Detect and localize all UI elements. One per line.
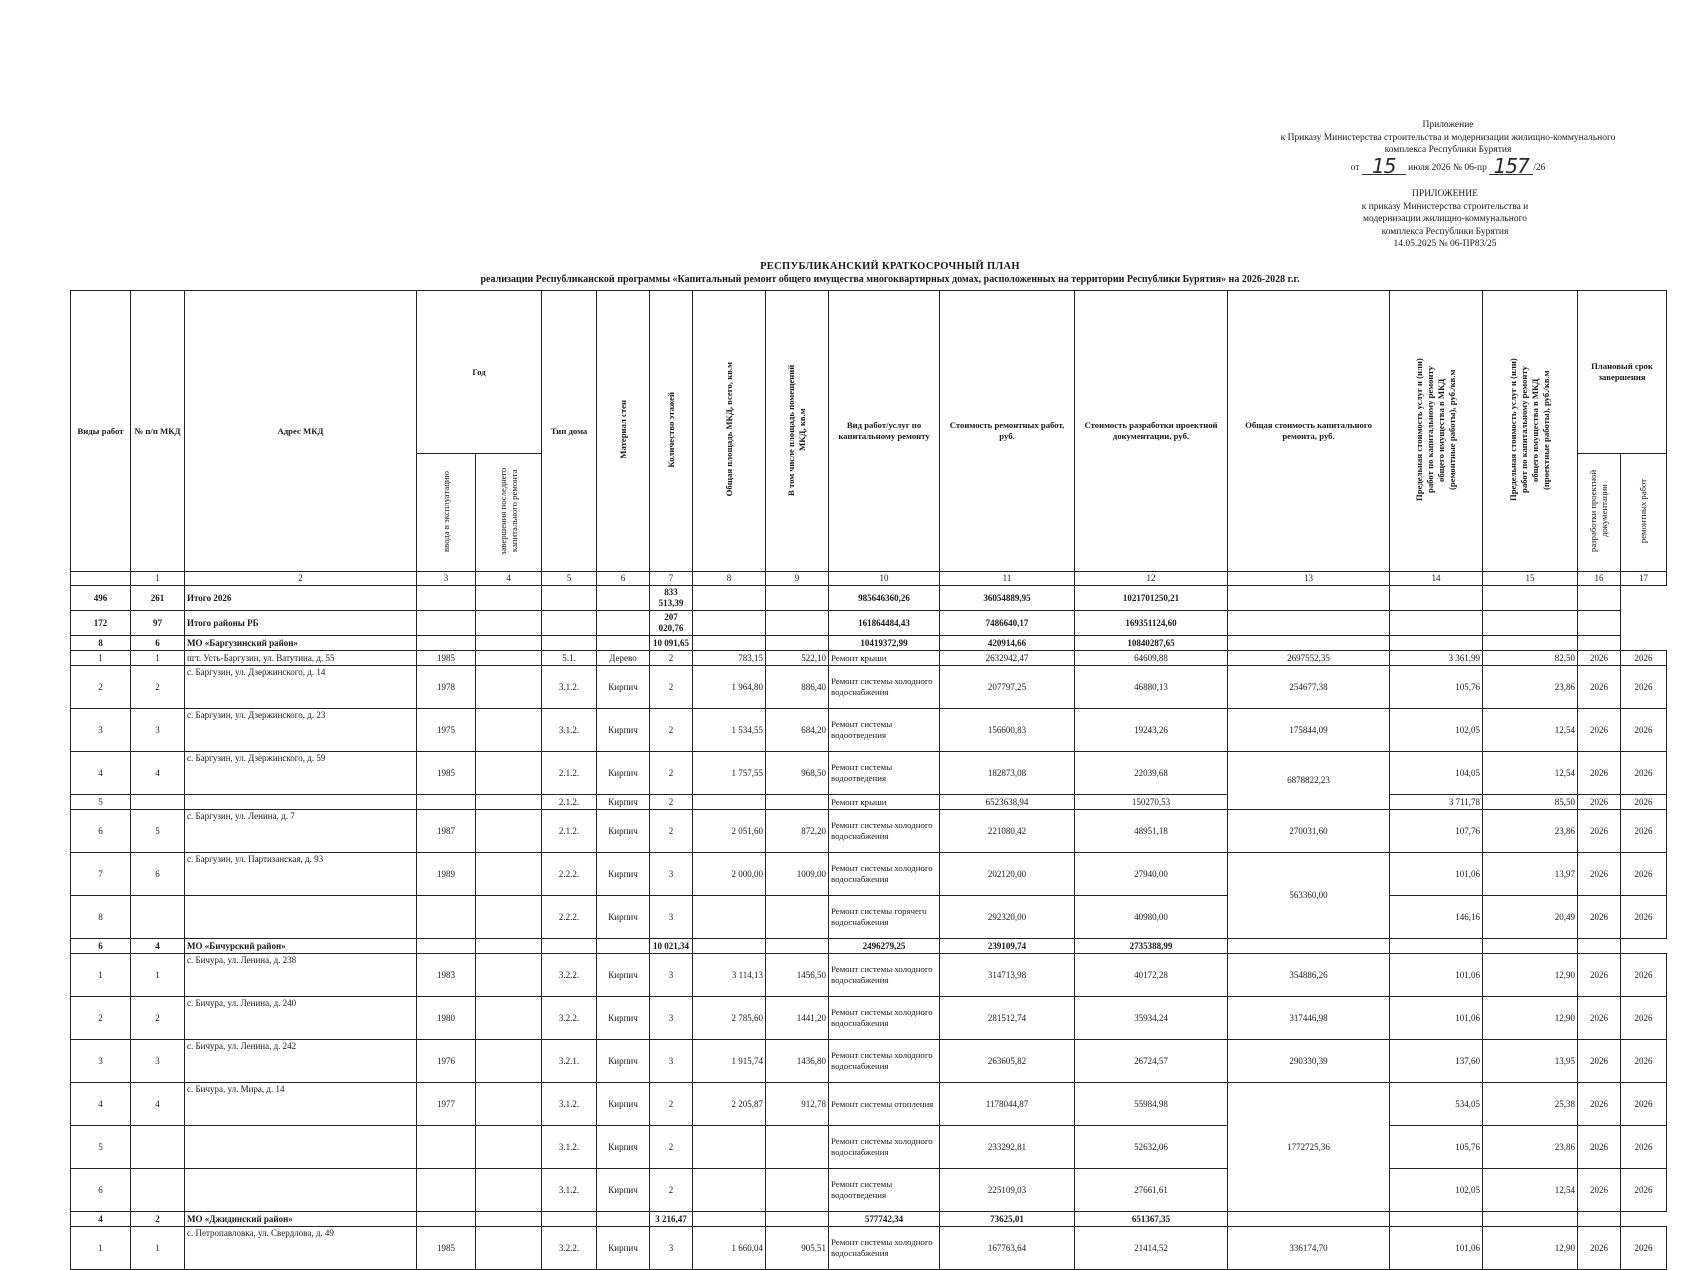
col-deadline-design: разработки проектной документации — [1578, 454, 1621, 572]
handwritten-number: 157 — [1493, 153, 1529, 178]
col-year-last-repair: завершения последнего капитального ремонта — [476, 454, 542, 572]
summary-row: 172 97 Итого районы РБ 207 020,76 161864484,43 7486640,17 169351124,60 — [71, 611, 1667, 636]
col-vid-rabot: Виды работ — [71, 291, 131, 572]
appendix-line2: комплекса Республики Бурятия — [1384, 145, 1512, 155]
table-row: 1 1 с. Бичура, ул. Ленина, д. 238 1983 3.2.2. Кирпич 3 3 114,13 1456,50 Ремонт системы холодного водоснабжения 314713,98 40172,28 354886,26 101,06 12,90 2026 2026 — [71, 954, 1667, 997]
col-limit-design: Предельная стоимость услуг и (или) работ по капитальному ремонту общего имущества в МКД (проектные работы), руб./кв.м — [1483, 291, 1578, 572]
table-row: 7 6 с. Баргузин, ул. Партизанская, д. 93 1989 2.2.2. Кирпич 3 2 000,00 1009,00 Ремонт системы холодного водоснабжения 202120,00 27940,00 563360,00 101,06 13,97 2026 2026 — [71, 853, 1667, 896]
appendix-date-line: от 15 июля 2026 № 06-пр 157 /26 — [1350, 153, 1546, 178]
col-premises-area: В том числе площадь помещений МКД, кв.м — [766, 291, 829, 572]
col-total-area: Общая площадь МКД, всего, кв.м — [693, 291, 766, 572]
table-row: 8 2.2.2. Кирпич 3 Ремонт системы горячего водоснабжения 292320,00 40980,00 146,16 20,49 2026 2026 — [71, 896, 1667, 939]
appendix2-title: ПРИЛОЖЕНИЕ — [1412, 189, 1478, 199]
table-row: 1 1 с. Петропавловка, ул. Свердлова, д. 49 1985 3.2.2. Кирпич 3 1 660,04 905,51 Ремонт системы холодного водоснабжения 167763,64 21414,52 336174,70 101,06 12,90 2026 2026 — [71, 1227, 1667, 1270]
district-row: 6 4 МО «Бичурский район» 10 021,34 2496279,25 239109,74 2735388,99 — [71, 939, 1667, 954]
table-row: 6 5 с. Баргузин, ул. Ленина, д. 7 1987 2.1.2. Кирпич 2 2 051,60 872,20 Ремонт системы холодного водоснабжения 221080,42 48951,18 270031,60 107,76 23,86 2026 2026 — [71, 810, 1667, 853]
col-work-type: Вид работ/услуг по капитальному ремонту — [829, 291, 940, 572]
handwritten-day: 15 — [1372, 153, 1396, 178]
col-limit-repair: Предельная стоимость услуг и (или) работ по капитальному ремонту общего имущества в МКД (ремонтные работы), руб./кв.м — [1390, 291, 1483, 572]
document-title — [420, 260, 1360, 286]
summary-row: 496 261 Итого 2026 833 513,39 985646360,26 36054889,95 1021701250,21 — [71, 586, 1667, 611]
plan-subtitle: реализации Республиканской программы «Капитальный ремонт общего имущества многоквартирных домах, расположенных на территории Республики Бурятия» на 2026-2028 г.г. — [480, 274, 1300, 285]
col-repair-cost: Стоимость ремонтных работ, руб. — [940, 291, 1075, 572]
district-row: 8 6 МО «Баргузинский район» 10 091,65 10419372,99 420914,66 10840287,65 — [71, 636, 1667, 651]
col-year-commission: ввода в эксплуатацию — [417, 454, 476, 572]
table-row: 3 3 с. Баргузин, ул. Дзержинского, д. 23 1975 3.1.2. Кирпич 2 1 534,55 684,20 Ремонт системы водоотведения 156600,83 19243,26 175844,09 102,05 12,54 2026 2026 — [71, 709, 1667, 752]
plan-table-body — [71, 586, 1667, 1270]
col-address: Адрес МКД — [185, 291, 417, 572]
col-year: Год — [417, 291, 542, 454]
table-row: 5 2.1.2. Кирпич 2 Ремонт крыши 6523638,94 150270,53 3 711,78 85,50 2026 2026 — [71, 795, 1667, 810]
appendix-header — [1228, 119, 1668, 178]
col-design-cost: Стоимость разработки проектной документации, руб. — [1075, 291, 1228, 572]
appendix-line1: к Приказу Министерства строительства и модернизации жилищно-коммунального — [1280, 132, 1616, 143]
col-wall-material: Материал стен — [597, 291, 650, 572]
table-row: 2 2 с. Бичура, ул. Ленина, д. 240 1980 3.2.2. Кирпич 3 2 785,60 1441,20 Ремонт системы холодного водоснабжения 281512,74 35934,24 317446,98 101,06 12,90 2026 2026 — [71, 997, 1667, 1040]
col-num-mkd: № п/п МКД — [131, 291, 185, 572]
col-deadline: Плановый срок завершения — [1578, 291, 1667, 454]
col-total-cost: Общая стоимость капитального ремонта, руб. — [1228, 291, 1390, 572]
plan-table — [70, 290, 1667, 1270]
table-row: 6 3.1.2. Кирпич 2 Ремонт системы водоотведения 225109,03 27661,61 102,05 12,54 2026 2026 — [71, 1169, 1667, 1212]
table-row: 3 3 с. Бичура, ул. Ленина, д. 242 1976 3.2.1. Кирпич 3 1 915,74 1436,80 Ремонт системы холодного водоснабжения 263605,82 26724,57 290330,39 137,60 13,95 2026 2026 — [71, 1040, 1667, 1083]
district-row: 4 2 МО «Джидинский район» 3 216,47 577742,34 73625,01 651367,35 — [71, 1212, 1667, 1227]
plan-title: РЕСПУБЛИКАНСКИЙ КРАТКОСРОЧНЫЙ ПЛАН — [760, 261, 1020, 272]
table-row: 5 3.1.2. Кирпич 2 Ремонт системы холодного водоснабжения 233292,81 52632,06 105,76 23,86 2026 2026 — [71, 1126, 1667, 1169]
col-floors: Количество этажей — [650, 291, 693, 572]
table-row: 1 1 пгт. Усть-Баргузин, ул. Ватутина, д. 55 1985 5.1. Дерево 2 783,15 522,10 Ремонт крыши 2632942,47 64609,88 2697552,35 3 361,99 82,50 2026 2026 — [71, 651, 1667, 666]
col-deadline-repair: ремонтных работ — [1621, 454, 1667, 572]
appendix2-header: ПРИЛОЖЕНИЕ к приказу Министерства строительства и модернизации жилищно-коммунального комплекса Республики Бурятия 14.05.2025 № 06-ПР83/25 — [1300, 188, 1590, 251]
col-house-type: Тип дома — [542, 291, 597, 572]
table-row: 2 2 с. Баргузин, ул. Дзержинского, д. 14 1978 3.1.2. Кирпич 2 1 964,80 886,40 Ремонт системы холодного водоснабжения 207797,25 46880,13 254677,38 105,76 23,86 2026 2026 — [71, 666, 1667, 709]
appendix-title: Приложение — [1422, 120, 1474, 130]
column-number-row: 1 2 3 4 5 6 7 8 9 10 11 12 13 14 15 16 17 — [71, 572, 1667, 586]
table-row: 4 4 с. Бичура, ул. Мира, д. 14 1977 3.1.2. Кирпич 2 2 205,87 912,78 Ремонт системы отопления 1178044,87 55984,98 1772725,36 534,05 25,38 2026 2026 — [71, 1083, 1667, 1126]
table-row: 4 4 с. Баргузин, ул. Дзержинского, д. 59 1985 2.1.2. Кирпич 2 1 757,55 968,50 Ремонт системы водоотведения 182873,08 22039,68 6878822,23 104,05 12,54 2026 2026 — [71, 752, 1667, 795]
